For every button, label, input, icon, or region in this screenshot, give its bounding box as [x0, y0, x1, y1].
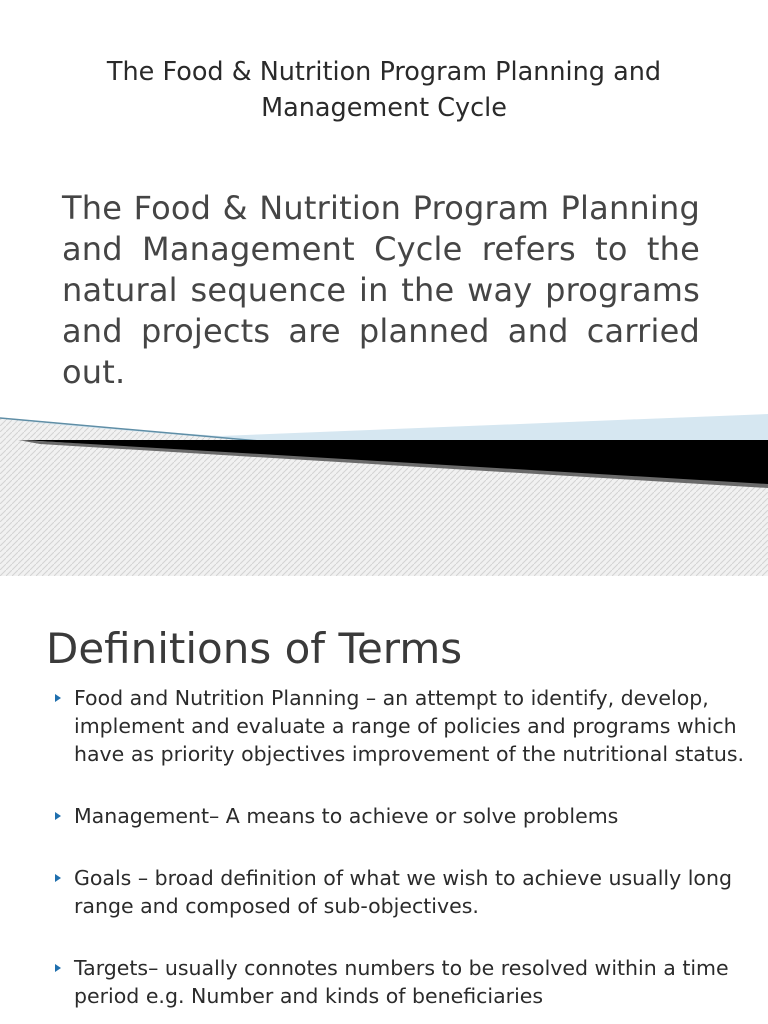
list-item — [54, 864, 754, 920]
triangle-bullet-icon — [55, 964, 61, 972]
list-item — [54, 684, 754, 768]
slide-2-title: Definitions of Terms — [46, 624, 463, 673]
term-text: Management– A means to achieve or solve problems — [74, 804, 619, 828]
term-text: Targets– usually connotes numbers to be resolved within a time period e.g. Number and kinds of beneficiaries — [74, 956, 729, 1008]
terms-list — [54, 684, 754, 1024]
term-text: Food and Nutrition Planning – an attempt to identify, develop, implement and evaluate a range of policies and programs which have as priority objectives improvement of the nutritional status. — [74, 686, 745, 766]
slide-1-title: The Food & Nutrition Program Planning and Management Cycle — [106, 57, 662, 123]
triangle-bullet-icon — [55, 694, 61, 702]
triangle-bullet-icon — [55, 874, 61, 882]
list-item — [54, 802, 754, 830]
term-text: Goals – broad definition of what we wish to achieve usually long range and composed of sub-objectives. — [74, 866, 732, 918]
slide-2 — [0, 576, 768, 1024]
slide-1-body: The Food & Nutrition Program Planning and Management Cycle refers to the natural sequence in the way programs and projects are planned and carried out. — [62, 189, 700, 391]
list-item — [54, 954, 754, 1010]
triangle-bullet-icon — [55, 812, 61, 820]
